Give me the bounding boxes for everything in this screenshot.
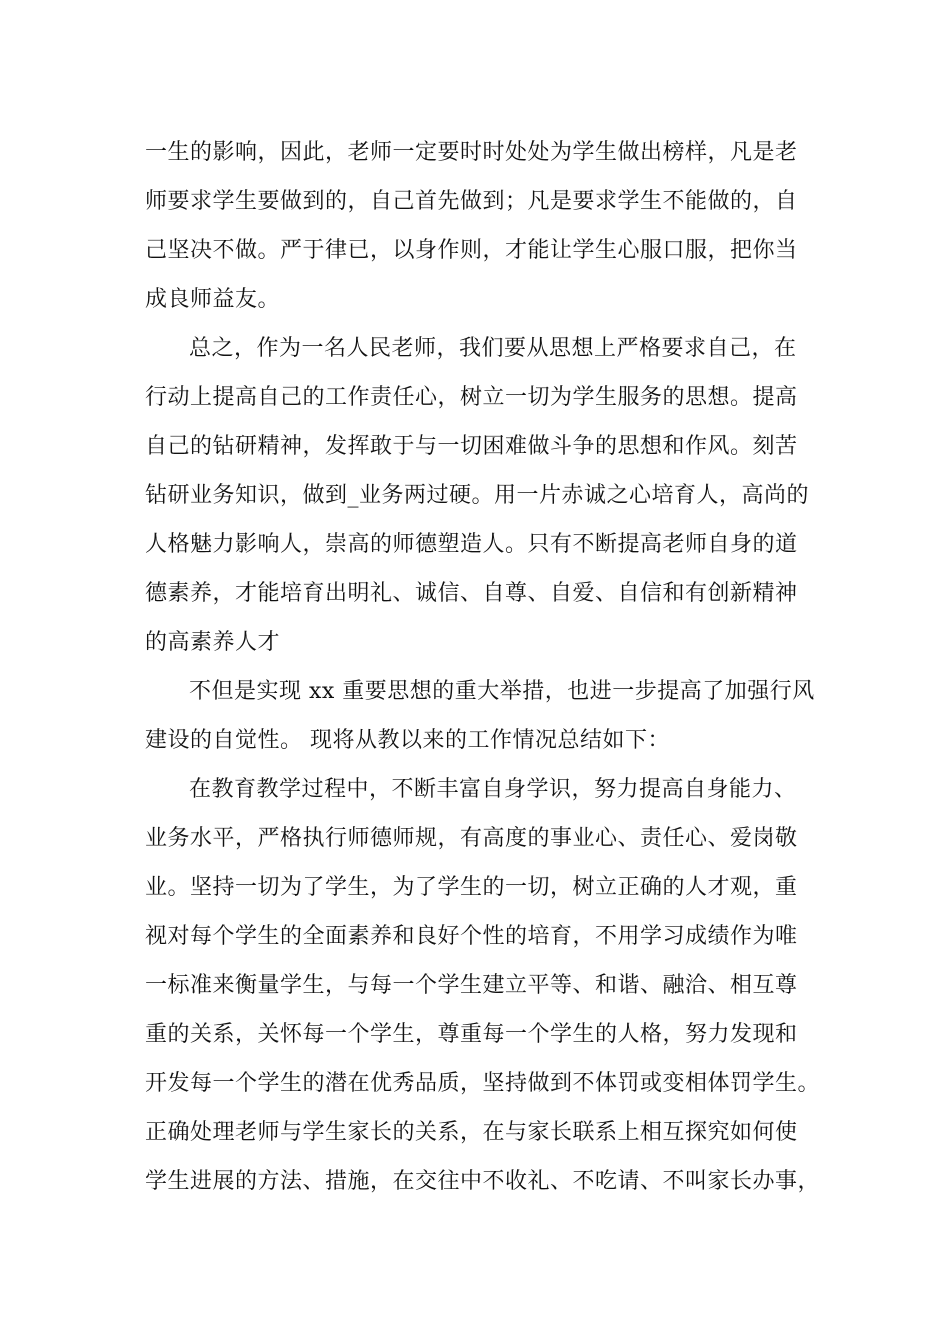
paragraph <box>145 667 825 765</box>
text-line: 视对每个学生的全面素养和良好个性的培育，不用学习成绩作为唯 <box>145 924 798 949</box>
text-line: 人格魅力影响人，崇高的师德塑造人。只有不断提高老师自身的道 <box>145 532 798 557</box>
paragraph <box>145 765 825 1206</box>
paragraph <box>145 128 825 324</box>
text-line: 德素养，才能培育出明礼、诚信、自尊、自爱、自信和有创新精神 <box>145 581 798 606</box>
text-line: 业。坚持一切为了学生，为了学生的一切，树立正确的人才观，重 <box>145 875 798 900</box>
text-line: 总之，作为一名人民老师，我们要从思想上严格要求自己，在 <box>189 336 797 361</box>
text-line: 一生的影响，因此，老师一定要时时处处为学生做出榜样，凡是老 <box>145 140 798 165</box>
text-line: 行动上提高自己的工作责任心，树立一切为学生服务的思想。提高 <box>145 385 798 410</box>
text-line: 一标准来衡量学生，与每一个学生建立平等、和谐、融洽、相互尊 <box>145 973 798 998</box>
text-line: 开发每一个学生的潜在优秀品质，坚持做到不体罚或变相体罚学生。 <box>145 1071 821 1096</box>
text-line: 己坚决不做。严于律已，以身作则，才能让学生心服口服，把你当 <box>145 238 798 263</box>
text-line: 自己的钻研精神，发挥敢于与一切困难做斗争的思想和作风。刻苦 <box>145 434 798 459</box>
text-line: 师要求学生要做到的，自己首先做到；凡是要求学生不能做的，自 <box>145 189 798 214</box>
text-line: 不但是实现 xx 重要思想的重大举措，也进一步提高了加强行风 <box>189 679 815 704</box>
text-line: 在教育教学过程中，不断丰富自身学识，努力提高自身能力、 <box>189 777 797 802</box>
text-line: 业务水平，严格执行师德师规，有高度的事业心、责任心、爱岗敬 <box>145 826 798 851</box>
text-line: 重的关系，关怀每一个学生，尊重每一个学生的人格，努力发现和 <box>145 1022 798 1047</box>
text-line: 成良师益友。 <box>145 287 281 312</box>
text-line: 学生进展的方法、措施，在交往中不收礼、不吃请、不叫家长办事， <box>145 1169 821 1194</box>
paragraph <box>145 324 825 667</box>
document-body <box>145 128 825 1206</box>
text-line: 钻研业务知识，做到_业务两过硬。用一片赤诚之心培育人，高尚的 <box>145 483 810 508</box>
text-line: 正确处理老师与学生家长的关系，在与家长联系上相互探究如何使 <box>145 1120 798 1145</box>
text-line: 的高素养人才 <box>145 630 281 655</box>
text-line: 建设的自觉性。 现将从教以来的工作情况总结如下： <box>145 728 670 753</box>
